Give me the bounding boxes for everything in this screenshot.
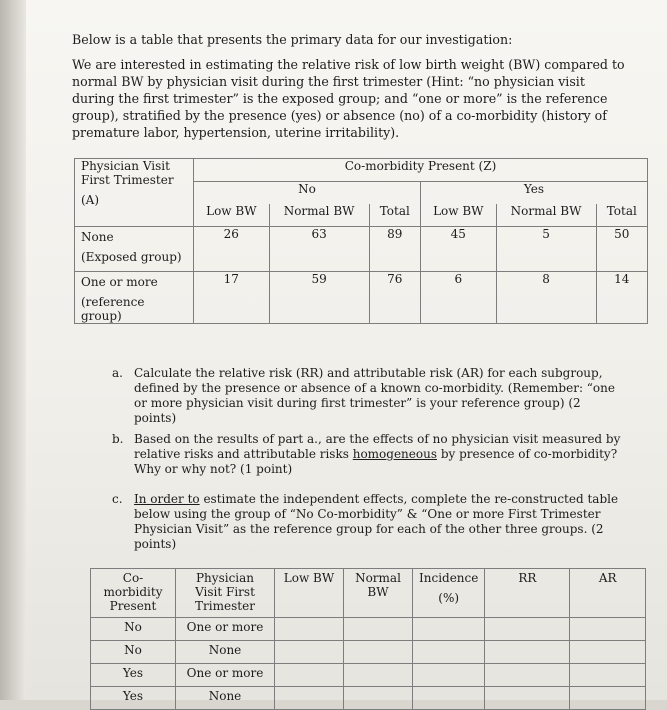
cell: Yes (91, 664, 176, 687)
page-shadow (0, 0, 26, 700)
row-label: One or more (reference group) (75, 272, 194, 324)
blank-cell[interactable] (570, 664, 646, 687)
group-header: Co-morbidity Present (Z) (194, 159, 648, 182)
header-comorbidity: Co-morbidity Present (91, 569, 176, 618)
blank-cell[interactable] (413, 618, 485, 641)
cell: 50 (596, 227, 647, 272)
table-row (75, 272, 648, 324)
blank-cell[interactable] (275, 641, 344, 664)
question-c: c. In order to estimate the independent effects, complete the re-constructed table below using the group of “No Co-morbidity” & “One or more First Trimester Physician Visit” as the reference group for each of the other three groups. (2 points) (112, 492, 619, 551)
table-row (91, 641, 646, 664)
table-row (91, 618, 646, 641)
blank-cell[interactable] (275, 664, 344, 687)
cell: 63 (269, 227, 369, 272)
subheader-no: No (194, 182, 421, 205)
col-low-bw-no: Low BW (194, 204, 270, 227)
cell: 8 (496, 272, 596, 324)
cell: 6 (420, 272, 496, 324)
cell: No (91, 618, 176, 641)
blank-cell[interactable] (344, 664, 413, 687)
table-row (91, 664, 646, 687)
cell: 14 (596, 272, 647, 324)
header-rr: RR (485, 569, 570, 618)
col-total-no: Total (369, 204, 420, 227)
blank-cell[interactable] (275, 687, 344, 710)
blank-cell[interactable] (344, 641, 413, 664)
blank-cell[interactable] (413, 664, 485, 687)
cell: 89 (369, 227, 420, 272)
cell: 45 (420, 227, 496, 272)
cell: 59 (269, 272, 369, 324)
col-normal-bw-yes: Normal BW (496, 204, 596, 227)
col-normal-bw-no: Normal BW (269, 204, 369, 227)
reconstructed-table (90, 568, 646, 710)
cell: 17 (194, 272, 270, 324)
intro-paragraph: We are interested in estimating the relative risk of low birth weight (BW) compared to normal BW by physician visit during the first trimester (Hint: “no physician visit during the first trimester” is the exposed group; and “one or more” is the reference group), stratified by the presence (yes) or absence (no) of a co-morbidity (history of premature labor, hypertension, uterine irritability). (72, 57, 625, 140)
cell: One or more (176, 664, 275, 687)
header-incidence: Incidence (%) (413, 569, 485, 618)
subheader-yes: Yes (420, 182, 647, 205)
row-header-cell: Physician Visit First Trimester (A) (75, 159, 194, 227)
cell: 5 (496, 227, 596, 272)
blank-cell[interactable] (570, 641, 646, 664)
blank-cell[interactable] (344, 618, 413, 641)
blank-cell[interactable] (413, 641, 485, 664)
blank-cell[interactable] (570, 618, 646, 641)
blank-cell[interactable] (485, 618, 570, 641)
question-b: b. Based on the results of part a., are the effects of no physician visit measured by relative risks and attributable risks homogeneous by presence of co-morbidity? Why or why not? (1 point) (112, 432, 621, 476)
primary-data-table (74, 158, 648, 324)
cell: None (176, 641, 275, 664)
header-physician-visit: Physician Visit First Trimester (176, 569, 275, 618)
header-ar: AR (570, 569, 646, 618)
blank-cell[interactable] (485, 664, 570, 687)
blank-cell[interactable] (344, 687, 413, 710)
page-heading: Below is a table that presents the primary data for our investigation: (72, 32, 513, 47)
row-label: None (Exposed group) (75, 227, 194, 272)
question-a: a. Calculate the relative risk (RR) and attributable risk (AR) for each subgroup, defined by the presence or absence of a known co-morbidity. (Remember: “one or more physician visit during first trimester” is your reference group) (2 points) (112, 366, 615, 425)
blank-cell[interactable] (570, 687, 646, 710)
cell: None (176, 687, 275, 710)
blank-cell[interactable] (485, 687, 570, 710)
header-normal-bw: Normal BW (344, 569, 413, 618)
table-row (91, 687, 646, 710)
table-row (75, 227, 648, 272)
cell: 26 (194, 227, 270, 272)
blank-cell[interactable] (275, 618, 344, 641)
cell: One or more (176, 618, 275, 641)
col-low-bw-yes: Low BW (420, 204, 496, 227)
cell: Yes (91, 687, 176, 710)
header-low-bw: Low BW (275, 569, 344, 618)
cell: No (91, 641, 176, 664)
blank-cell[interactable] (413, 687, 485, 710)
col-total-yes: Total (596, 204, 647, 227)
cell: 76 (369, 272, 420, 324)
blank-cell[interactable] (485, 641, 570, 664)
